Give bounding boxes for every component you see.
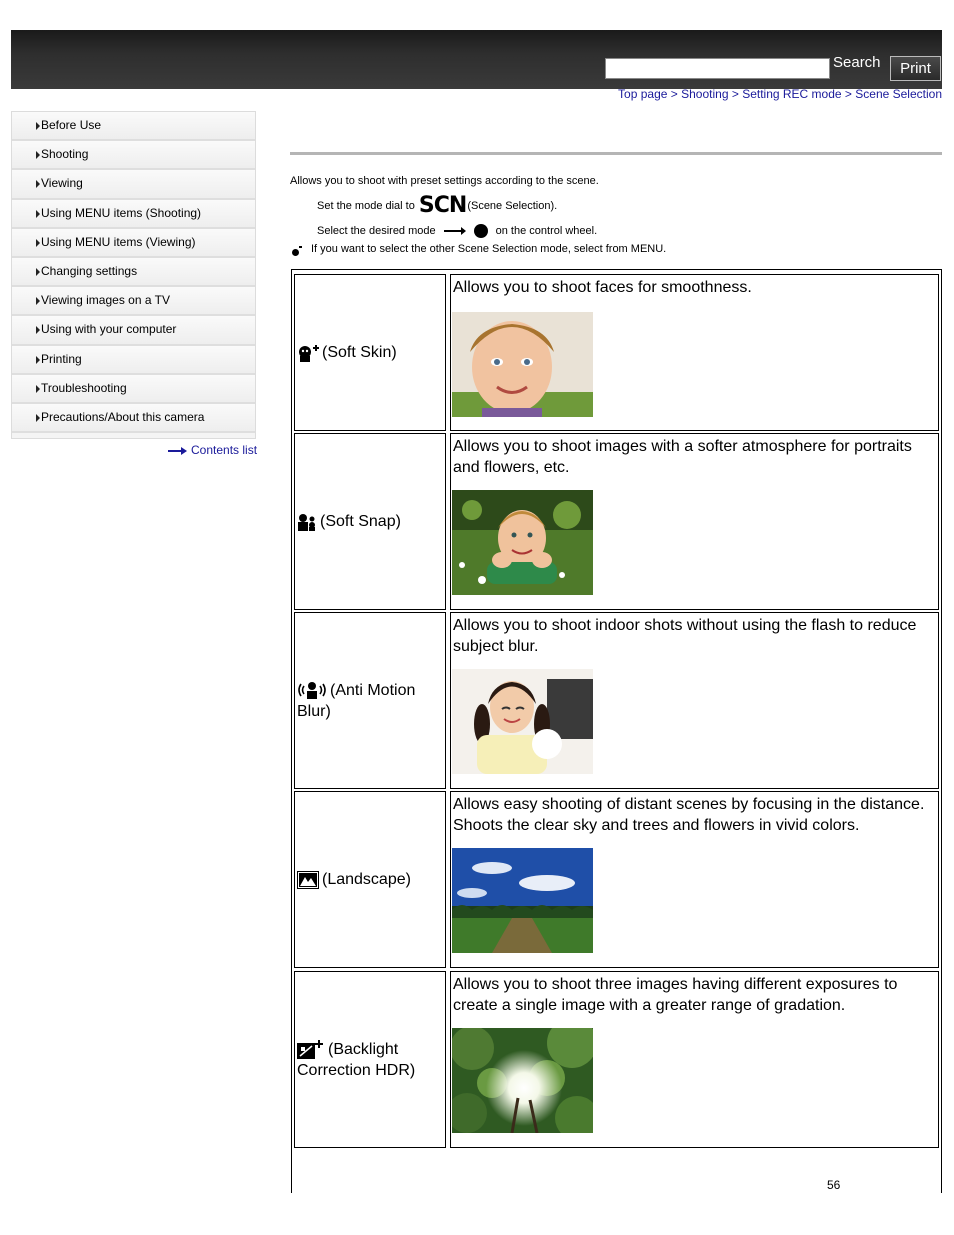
- sidebar-item-computer[interactable]: Using with your computer: [12, 316, 255, 345]
- mode-description-cell: Allows you to shoot three images having different exposures to create a single image with a greater range of gradation.: [450, 971, 939, 1148]
- search-input[interactable]: [605, 58, 830, 79]
- breadcrumb-top-page[interactable]: Top page: [618, 87, 668, 101]
- page-number: 56: [827, 1178, 841, 1192]
- scn-mode-icon: SCN: [418, 193, 467, 218]
- sidebar-item-troubleshooting[interactable]: Troubleshooting: [12, 375, 255, 404]
- mode-description-cell: Allows you to shoot faces for smoothness.: [450, 274, 939, 431]
- search-button[interactable]: Search: [833, 54, 881, 71]
- mode-name: (Anti Motion Blur): [297, 681, 416, 720]
- breadcrumb-setting-rec-mode[interactable]: Setting REC mode: [742, 87, 842, 101]
- table-row: [294, 274, 939, 431]
- breadcrumb-shooting[interactable]: Shooting: [681, 87, 729, 101]
- landscape-sample-photo: [452, 848, 593, 953]
- sidebar-item-precautions[interactable]: Precautions/About this camera: [12, 404, 255, 433]
- backlight-correction-hdr-sample-photo: [452, 1028, 593, 1133]
- triangle-right-icon: [36, 385, 40, 393]
- mode-name-cell: [294, 274, 446, 431]
- intro-text: Allows you to shoot with preset settings according to the scene.: [290, 175, 599, 187]
- header-bar: [11, 30, 942, 89]
- triangle-right-icon: [36, 297, 40, 305]
- note: If you want to select the other Scene Selection mode, select from MENU.: [292, 243, 666, 255]
- sidebar-item-changing-settings[interactable]: Changing settings: [12, 258, 255, 287]
- arrow-right-icon: [444, 230, 462, 232]
- mode-name-cell: [294, 433, 446, 610]
- table-row: [294, 791, 939, 968]
- triangle-right-icon: [36, 414, 40, 422]
- triangle-right-icon: [36, 151, 40, 159]
- sidebar-item-menu-viewing[interactable]: Using MENU items (Viewing): [12, 229, 255, 258]
- soft-skin-icon: [297, 344, 319, 362]
- landscape-icon: [297, 871, 319, 889]
- title-divider: [290, 152, 942, 155]
- step-1: Set the mode dial to SCN (Scene Selection).: [317, 193, 558, 218]
- sidebar-item-menu-shooting[interactable]: Using MENU items (Shooting): [12, 200, 255, 229]
- mode-name: (Soft Snap): [297, 511, 401, 532]
- sidebar-item-before-use[interactable]: Before Use: [12, 112, 255, 141]
- breadcrumb: Top page > Shooting > Setting REC mode > Scene Selection: [618, 87, 942, 101]
- sidebar-item-shooting[interactable]: Shooting: [12, 141, 255, 170]
- triangle-right-icon: [36, 210, 40, 218]
- arrow-right-icon: [168, 447, 188, 455]
- print-button[interactable]: Print: [890, 56, 941, 81]
- triangle-right-icon: [36, 356, 40, 364]
- mode-name-cell: [294, 971, 446, 1148]
- anti-motion-blur-sample-photo: [452, 669, 593, 774]
- mode-name: (Backlight Correction HDR): [297, 1040, 416, 1079]
- triangle-right-icon: [36, 326, 40, 334]
- table-row: [294, 971, 939, 1148]
- mode-description-cell: Allows easy shooting of distant scenes by focusing in the distance. Shoots the clear sky and trees and flowers in vivid colors.: [450, 791, 939, 968]
- sidebar-item-printing[interactable]: Printing: [12, 346, 255, 375]
- mode-name-cell: [294, 791, 446, 968]
- backlight-correction-hdr-icon: [297, 1039, 325, 1059]
- scene-mode-table: [291, 269, 942, 1193]
- anti-motion-blur-icon: [297, 681, 327, 699]
- step-2: Select the desired mode on the control wheel.: [317, 225, 598, 237]
- sidebar-item-viewing[interactable]: Viewing: [12, 170, 255, 199]
- mode-description-cell: Allows you to shoot images with a softer atmosphere for portraits and flowers, etc.: [450, 433, 939, 610]
- note-icon: [292, 249, 299, 256]
- mode-description-cell: Allows you to shoot indoor shots without using the flash to reduce subject blur.: [450, 612, 939, 789]
- control-wheel-center-icon: [474, 224, 488, 238]
- contents-list-link[interactable]: Contents list: [168, 443, 257, 457]
- triangle-right-icon: [36, 239, 40, 247]
- table-row: [294, 612, 939, 789]
- soft-skin-sample-photo: [452, 312, 593, 417]
- soft-snap-sample-photo: [452, 490, 593, 595]
- mode-name-cell: [294, 612, 446, 789]
- triangle-right-icon: [36, 268, 40, 276]
- table-row: [294, 433, 939, 610]
- triangle-right-icon: [36, 122, 40, 130]
- sidebar-nav: [11, 111, 256, 439]
- mode-name: (Soft Skin): [297, 342, 397, 363]
- soft-snap-icon: [297, 513, 317, 531]
- sidebar-item-viewing-tv[interactable]: Viewing images on a TV: [12, 287, 255, 316]
- triangle-right-icon: [36, 180, 40, 188]
- mode-name: (Landscape): [297, 869, 411, 890]
- breadcrumb-scene-selection[interactable]: Scene Selection: [855, 87, 942, 101]
